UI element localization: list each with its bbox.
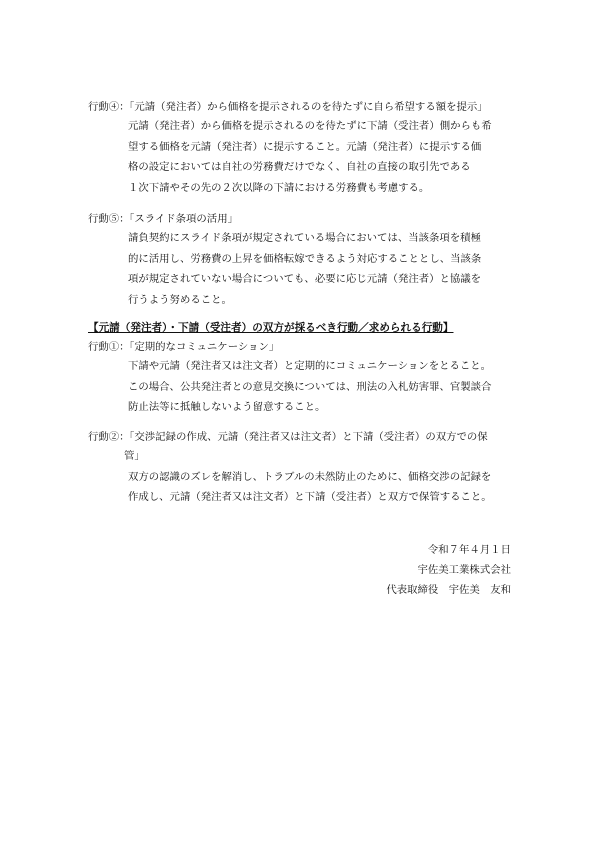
action-5-label: 行動⑤： bbox=[88, 213, 130, 225]
signature-block bbox=[386, 540, 511, 600]
action-4-line: 元請（発注者）から価格を提示されるのを待たずに下請（受注者）側からも希 bbox=[128, 120, 492, 132]
action-2-line: 作成し、元請（発注者又は注文者）と下請（受注者）と双方で保管すること。 bbox=[128, 491, 492, 503]
shared-actions-heading-block bbox=[88, 321, 528, 335]
action-4-heading: 「元請（発注者）から価格を提示されるのを待たずに自ら希望する額を提示」 bbox=[124, 101, 488, 113]
action-4-line: １次下請やその先の２次以降の下請における労務費も考慮する。 bbox=[128, 181, 430, 194]
action-5-body bbox=[88, 228, 528, 310]
action-5-line: 請負契約にスライド条項が規定されている場合においては、当該条項を積極 bbox=[128, 232, 481, 244]
action-5-line: 行うよう努めること。 bbox=[128, 293, 232, 306]
action-1-line: 防止法等に抵触しないよう留意すること。 bbox=[128, 401, 326, 413]
action-2-heading-continued: 管」 bbox=[124, 450, 145, 462]
action-2-line: 双方の認識のズレを解消し、トラブルの未然防止のために、価格交渉の記録を bbox=[128, 470, 492, 483]
action-1-line: 下請や元請（発注者又は注文者）と定期的にコミュニケーションをとること。 bbox=[128, 360, 492, 372]
action-2-title bbox=[88, 430, 528, 444]
action-4-section bbox=[88, 100, 528, 198]
action-4-line: 望する価格を元請（発注者）に提示すること。元請（発注者）に提示する価 bbox=[128, 140, 482, 153]
action-4-title bbox=[88, 100, 528, 114]
action-4-label: 行動④： bbox=[88, 101, 130, 113]
signature-date: 令和７年４月１日 bbox=[427, 544, 511, 556]
action-1-title bbox=[88, 340, 528, 354]
section-heading: 【元請（発注者）・下請（受注者）の双方が採るべき行動／求められる行動】 bbox=[88, 322, 454, 334]
action-2-body bbox=[88, 446, 528, 508]
action-1-heading: 「定期的なコミュニケーション」 bbox=[124, 341, 280, 353]
action-5-line: 項が規定されていない場合についても、必要に応じ元請（発注者）と協議を bbox=[128, 273, 482, 285]
action-1-line: この場合、公共発注者との意見交換については、刑法の入札妨害罪、官製談合 bbox=[128, 380, 492, 393]
action-5-title bbox=[88, 212, 528, 226]
action-2-section bbox=[88, 430, 528, 508]
signature-company: 宇佐美工業株式会社 bbox=[417, 564, 511, 576]
action-2-label: 行動②： bbox=[88, 431, 130, 443]
action-5-line: 的に活用し、労務費の上昇を価格転嫁できるよう対応することとし、当該条 bbox=[128, 252, 482, 265]
action-1-section bbox=[88, 340, 528, 418]
action-4-body bbox=[88, 116, 528, 198]
action-1-label: 行動①： bbox=[88, 341, 130, 353]
signature-representative: 代表取締役 宇佐美 友和 bbox=[386, 584, 511, 596]
action-5-section bbox=[88, 212, 528, 310]
action-5-heading: 「スライド条項の活用」 bbox=[124, 213, 238, 225]
action-1-body bbox=[88, 356, 528, 418]
action-2-heading: 「交渉記録の作成、元請（発注者又は注文者）と下請（受注者）の双方での保 bbox=[124, 431, 488, 443]
action-4-line: 格の設定においては自社の労務費だけでなく、自社の直接の取引先である bbox=[128, 161, 471, 173]
